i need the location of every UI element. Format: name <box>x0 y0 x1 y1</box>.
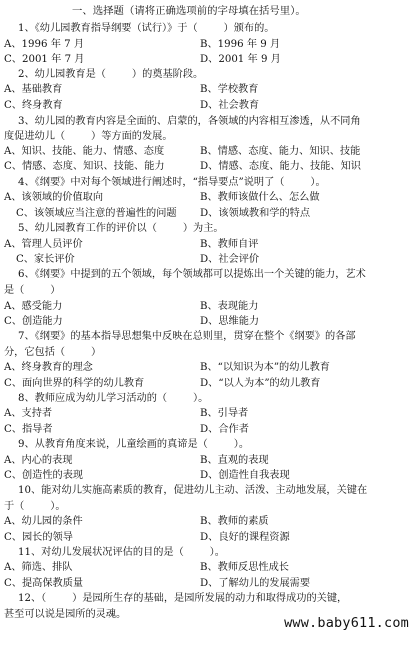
question-8-stem: 8、教师应成为幼儿学习活动的（ ）。 <box>18 393 209 404</box>
question-9-option-c: C、创造性的表现 <box>4 470 84 481</box>
question-12-stem: 甚至可以说是园所的灵魂。 <box>4 609 127 620</box>
question-5-stem: 5、幼儿园教育工作的评价以（ ）为主。 <box>18 223 224 234</box>
question-11-stem: 11、对幼儿发展状况评估的目的是（ ）。 <box>18 547 225 558</box>
question-10-option-a: A、幼儿园的条件 <box>4 516 83 527</box>
question-9-stem: 9、从教育角度来说，儿童绘画的真谛是（ ）。 <box>18 439 250 450</box>
question-4-option-a: A、该领域的价值取向 <box>4 192 104 203</box>
question-6-option-b: B、表现能力 <box>200 301 259 312</box>
question-4-option-d: D、该领域教和学的特点 <box>200 208 311 219</box>
question-3-option-c: C、情感、态度、知识、技能、能力 <box>4 161 165 172</box>
watermark-url: www.baby611.com <box>284 615 409 631</box>
question-2-option-c: C、终身教育 <box>4 100 63 111</box>
question-1-option-a: A、1996 年 7 月 <box>4 39 85 50</box>
question-6-stem: 是（ ） <box>4 285 61 296</box>
question-12-stem: 12、（ ）是园所生存的基础，是园所发展的动力和取得成功的关键， <box>18 593 348 604</box>
question-2-option-a: A、基础教育 <box>4 84 63 95</box>
question-6-option-c: C、创造能力 <box>4 316 63 327</box>
question-10-option-d: D、良好的课程资源 <box>200 532 290 543</box>
question-5-option-d: D、社会评价 <box>200 254 260 265</box>
question-3-option-d: D、情感、态度、能力、技能、知识 <box>200 161 361 172</box>
question-5-option-b: B、教师自评 <box>200 239 259 250</box>
question-3-option-b: B、情感、态度、能力、知识、技能 <box>200 146 361 157</box>
question-11-option-b: B、教师反思性成长 <box>200 562 289 573</box>
question-8-option-c: C、指导者 <box>4 424 53 435</box>
question-4-option-c: C、该领域应当注意的普遍性的问题 <box>16 208 177 219</box>
question-1-option-b: B、1996 年 9 月 <box>200 39 281 50</box>
question-7-option-a: A、终身教育的理念 <box>4 362 93 373</box>
question-11-option-a: A、筛选、排队 <box>4 562 73 573</box>
question-7-stem: 分，它包括（ ） <box>4 347 102 358</box>
question-1-option-d: D、2001 年 9 月 <box>200 54 281 65</box>
question-2-option-d: D、社会教育 <box>200 100 260 111</box>
question-4-stem: 4、《纲要》中对每个领域进行阐述时，“指导要点”说明了（ ）。 <box>18 177 326 188</box>
question-9-option-a: A、内心的表现 <box>4 455 73 466</box>
question-10-stem: 于（ ）。 <box>4 501 66 512</box>
question-7-option-d: D、“以人为本”的幼儿教育 <box>200 378 321 389</box>
question-6-option-d: D、思维能力 <box>200 316 260 327</box>
question-5-option-c: C、家长评价 <box>16 254 75 265</box>
question-2-option-b: B、学校教育 <box>200 84 259 95</box>
question-2-stem: 2、幼儿园教育是（ ）的奠基阶段。 <box>18 69 204 80</box>
question-1-option-c: C、2001 年 7 月 <box>4 54 85 65</box>
question-7-option-c: C、面向世界的科学的幼儿教育 <box>4 378 145 389</box>
question-1-stem: 1、《幼儿园教育指导纲要（试行）》于（ ）颁布的。 <box>18 23 275 34</box>
section-title: 一、选择题（请将正确选项前的字母填在括号里）。 <box>72 5 306 17</box>
question-6-option-a: A、感受能力 <box>4 301 63 312</box>
question-7-stem: 7、《纲要》的基本指导思想集中反映在总则里，贯穿在整个《纲要》的各部 <box>18 331 356 342</box>
question-9-option-d: D、创造性自我表现 <box>200 470 290 481</box>
question-8-option-b: B、引导者 <box>200 408 249 419</box>
question-10-stem: 10、能对幼儿实施高素质的教育，促进幼儿主动、活泼、主动地发展，关键在 <box>18 485 368 496</box>
question-11-option-c: C、提高保教质量 <box>4 578 84 589</box>
question-3-stem: 3、幼儿园的教育内容是全面的、启蒙的，各领域的内容相互渗透，从不同角 <box>18 116 361 127</box>
question-10-option-c: C、园长的领导 <box>4 532 73 543</box>
question-8-option-d: D、合作者 <box>200 424 249 435</box>
question-3-option-a: A、知识、技能、能力、情感、态度 <box>4 146 165 157</box>
question-7-option-b: B、“以知识为本”的幼儿教育 <box>200 362 330 373</box>
question-3-stem: 度促进幼儿（ ）等方面的发展。 <box>4 131 173 142</box>
question-5-option-a: A、管理人员评价 <box>4 239 83 250</box>
question-10-option-b: B、教师的素质 <box>200 516 269 527</box>
question-9-option-b: B、直观的表现 <box>200 455 269 466</box>
question-8-option-a: A、支持者 <box>4 408 53 419</box>
question-4-option-b: B、教师该做什么、怎么做 <box>200 192 320 203</box>
question-11-option-d: D、了解幼儿的发展需要 <box>200 578 311 589</box>
question-6-stem: 6、《纲要》中提到的五个领域，每个领域都可以提炼出一个关键的能力，艺术 <box>18 269 366 280</box>
